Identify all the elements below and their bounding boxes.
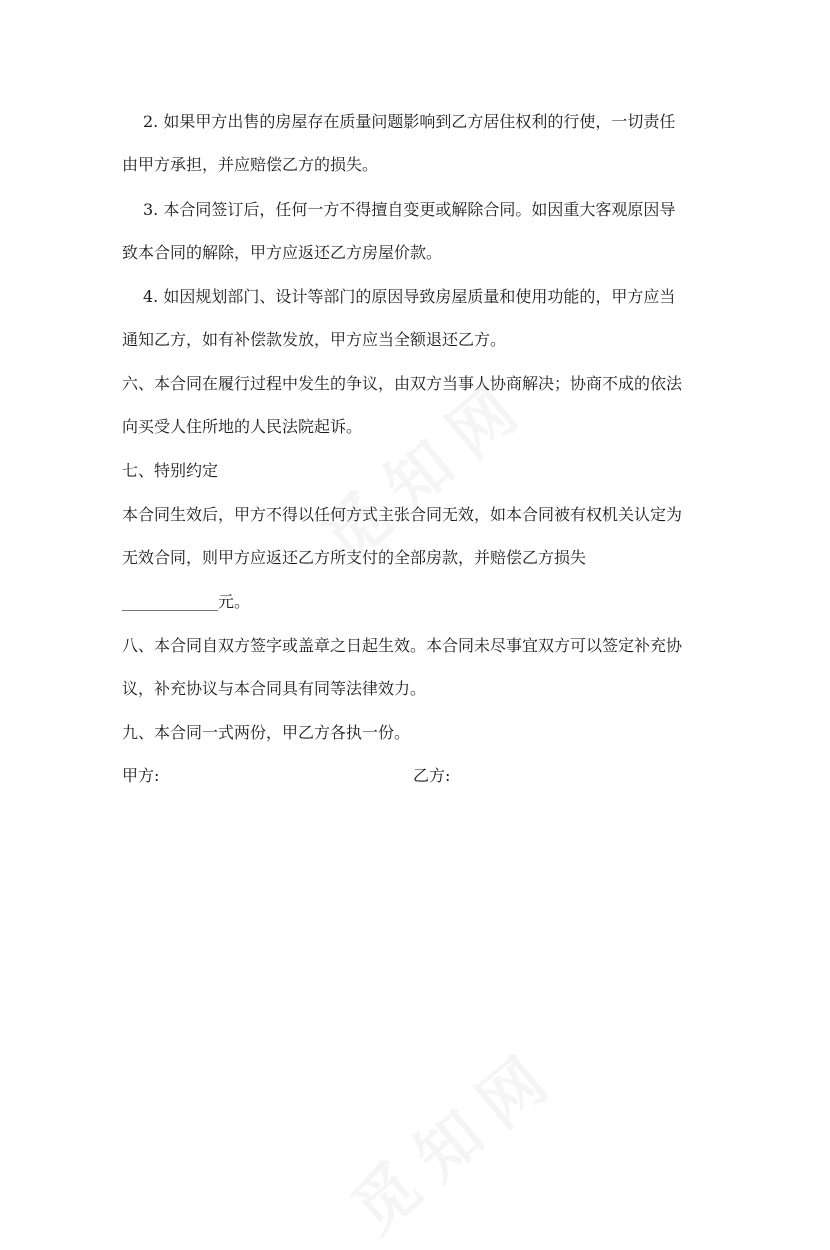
clause-2-line-2: 由甲方承担，并应赔偿乙方的损失。 [122,155,379,174]
clause-3-line-2: 致本合同的解除，甲方应返还乙方房屋价款。 [122,243,443,262]
clause-4-line-2: 通知乙方，如有补偿款发放，甲方应当全额退还乙方。 [122,330,507,349]
clause-3-line-1: 3. 本合同签订后，任何一方不得擅自变更或解除合同。如因重大客观原因导 [143,200,676,219]
special-terms-line-1: 本合同生效后，甲方不得以任何方式主张合同无效，如本合同被有权机关认定为 [122,505,683,524]
section-9: 九、本合同一式两份，甲乙方各执一份。 [122,723,411,742]
special-terms-line-2: 无效合同，则甲方应返还乙方所支付的全部房款，并赔偿乙方损失 [122,548,587,567]
clause-2-line-1: 2. 如果甲方出售的房屋存在质量问题影响到乙方居住权利的行使，一切责任 [143,112,676,131]
special-terms-line-3: ____________元。 [122,592,251,611]
watermark-text-bottom [329,1022,577,1250]
clause-4-line-1: 4. 如因规划部门、设计等部门的原因导致房屋质量和使用功能的，甲方应当 [143,287,676,306]
party-a-signature-label: 甲方: [122,766,160,785]
section-8-line-2: 议，补充协议与本合同具有同等法律效力。 [122,679,427,698]
party-b-signature-label: 乙方: [413,766,451,785]
section-6-line-2: 向买受人住所地的人民法院起诉。 [122,417,363,436]
section-7-heading: 七、特别约定 [122,461,219,480]
section-6-line-1: 六、本合同在履行过程中发生的争议，由双方当事人协商解决；协商不成的依法 [122,374,683,393]
section-8-line-1: 八、本合同自双方签字或盖章之日起生效。本合同未尽事宜双方可以签定补充协 [122,636,683,655]
